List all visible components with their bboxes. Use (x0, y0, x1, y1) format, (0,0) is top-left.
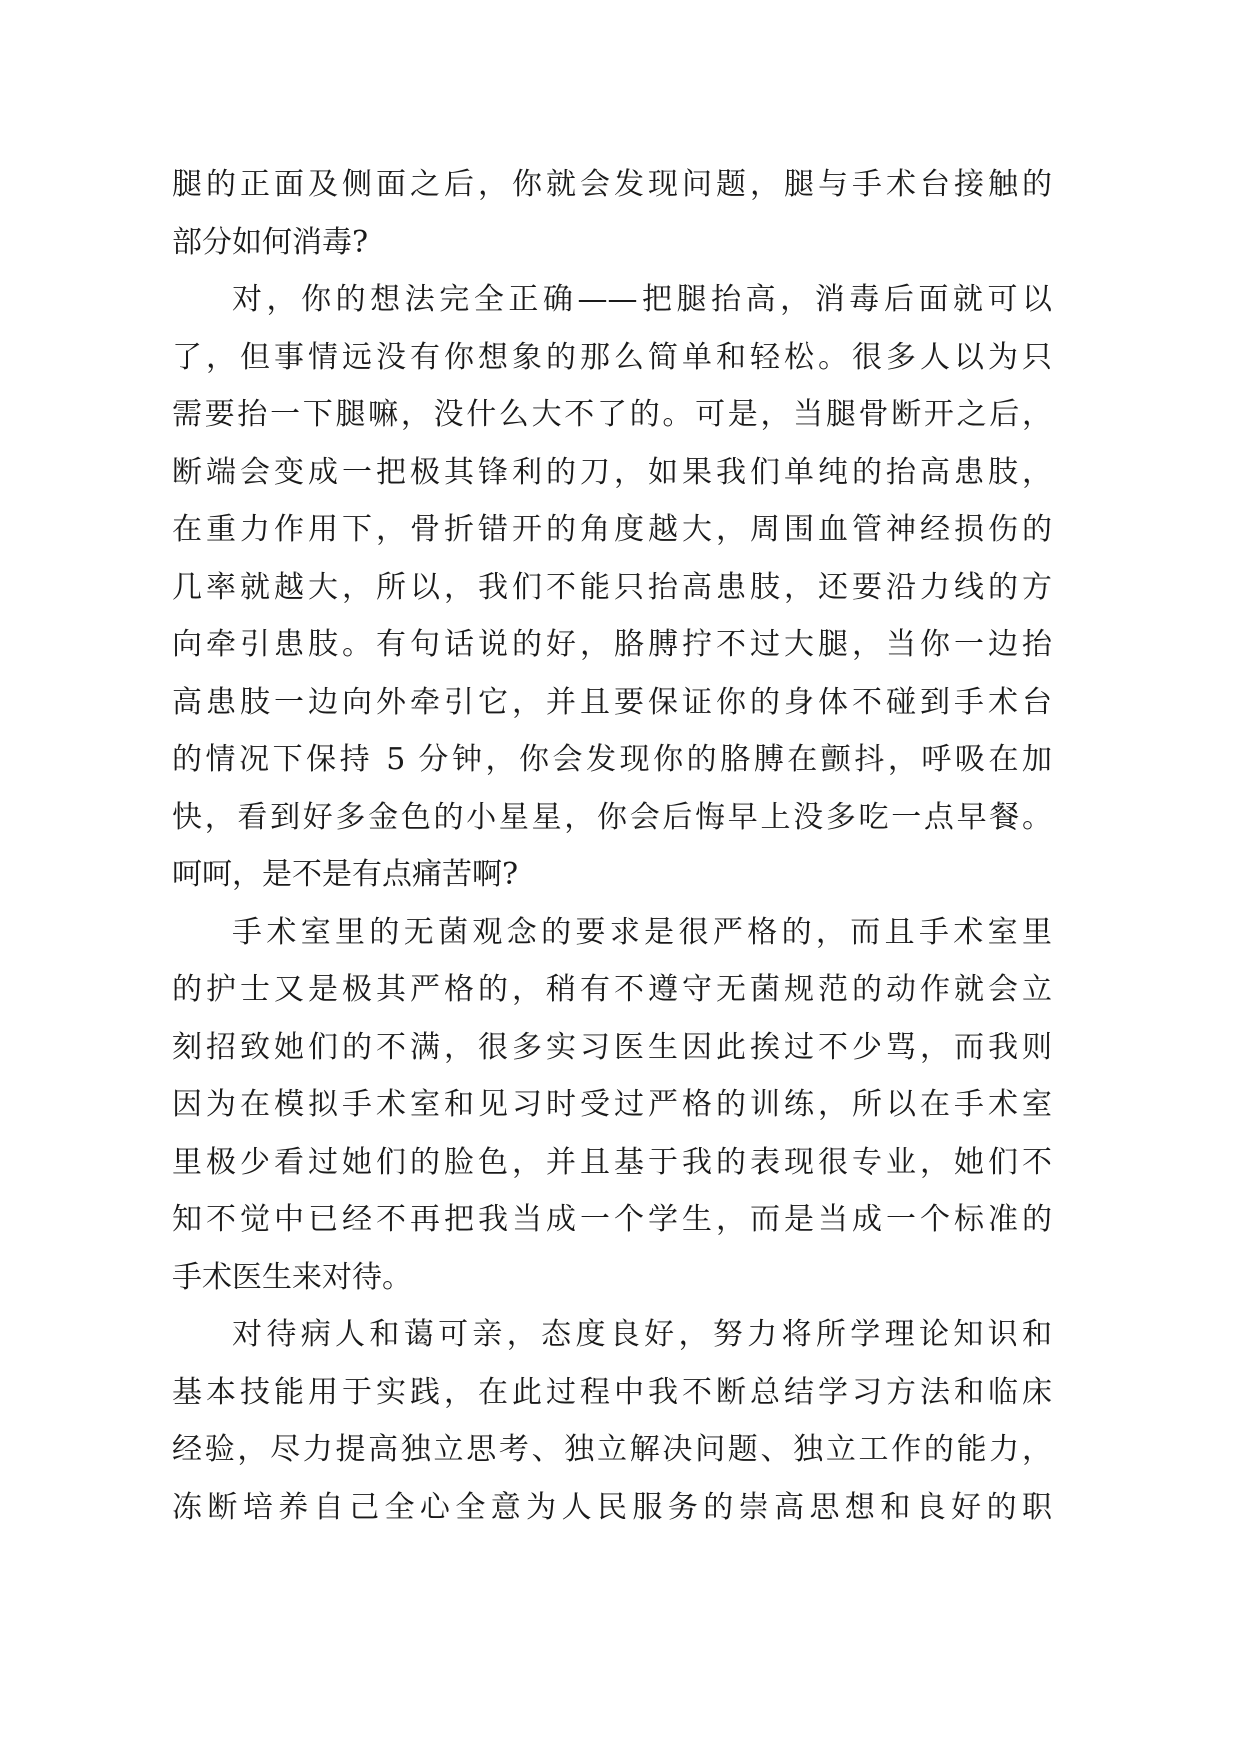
text-line: 对待病人和蔼可亲，态度良好，努力将所学理论知识和 (232, 1317, 1052, 1352)
text-line: 经验，尽力提高独立思考、独立解决问题、独立工作的能力， (172, 1432, 1052, 1467)
text-line: 快，看到好多金色的小星星，你会后悔早上没多吃一点早餐。 (172, 799, 1052, 835)
text-line: 的情况下保持 5 分钟，你会发现你的胳膊在颤抖，呼吸在加 (172, 742, 1052, 777)
body-text (172, 156, 1052, 1536)
text-line: 部分如何消毒? (172, 224, 369, 260)
text-line: 因为在模拟手术室和见习时受过严格的训练，所以在手术室 (172, 1087, 1052, 1122)
text-line: 手术医生来对待。 (172, 1259, 412, 1295)
text-line: 高患肢一边向外牵引它，并且要保证你的身体不碰到手术台 (172, 684, 1052, 720)
text-line: 对，你的想法完全正确——把腿抬高，消毒后面就可以 (232, 282, 1052, 317)
text-line: 手术室里的无菌观念的要求是很严格的，而且手术室里 (232, 914, 1052, 950)
text-line: 几率就越大，所以，我们不能只抬高患肢，还要沿力线的方 (172, 569, 1052, 605)
text-line: 基本技能用于实践，在此过程中我不断总结学习方法和临床 (172, 1374, 1052, 1410)
text-line: 腿的正面及侧面之后，你就会发现问题，腿与手术台接触的 (172, 167, 1052, 202)
paragraph-3 (172, 904, 1052, 1307)
text-line: 需要抬一下腿嘛，没什么大不了的。可是，当腿骨断开之后， (172, 397, 1052, 432)
text-line: 刻招致她们的不满，很多实习医生因此挨过不少骂，而我则 (172, 1029, 1052, 1065)
paragraph-1 (172, 156, 1052, 271)
text-line: 的护士又是极其严格的，稍有不遵守无菌规范的动作就会立 (172, 972, 1052, 1007)
text-line: 了，但事情远没有你想象的那么简单和轻松。很多人以为只 (172, 339, 1052, 375)
paragraph-2 (172, 271, 1052, 904)
text-line: 在重力作用下，骨折错开的角度越大，周围血管神经损伤的 (172, 512, 1052, 547)
text-line: 断端会变成一把极其锋利的刀，如果我们单纯的抬高患肢， (172, 454, 1052, 490)
text-line: 向牵引患肢。有句话说的好，胳膊拧不过大腿，当你一边抬 (172, 627, 1052, 662)
text-line: 里极少看过她们的脸色，并且基于我的表现很专业，她们不 (172, 1144, 1052, 1180)
paragraph-4 (172, 1306, 1052, 1536)
text-line: 知不觉中已经不再把我当成一个学生，而是当成一个标准的 (172, 1202, 1052, 1237)
text-line: 冻断培养自己全心全意为人民服务的崇高思想和良好的职 (172, 1489, 1052, 1525)
text-line: 呵呵，是不是有点痛苦啊? (172, 857, 519, 892)
